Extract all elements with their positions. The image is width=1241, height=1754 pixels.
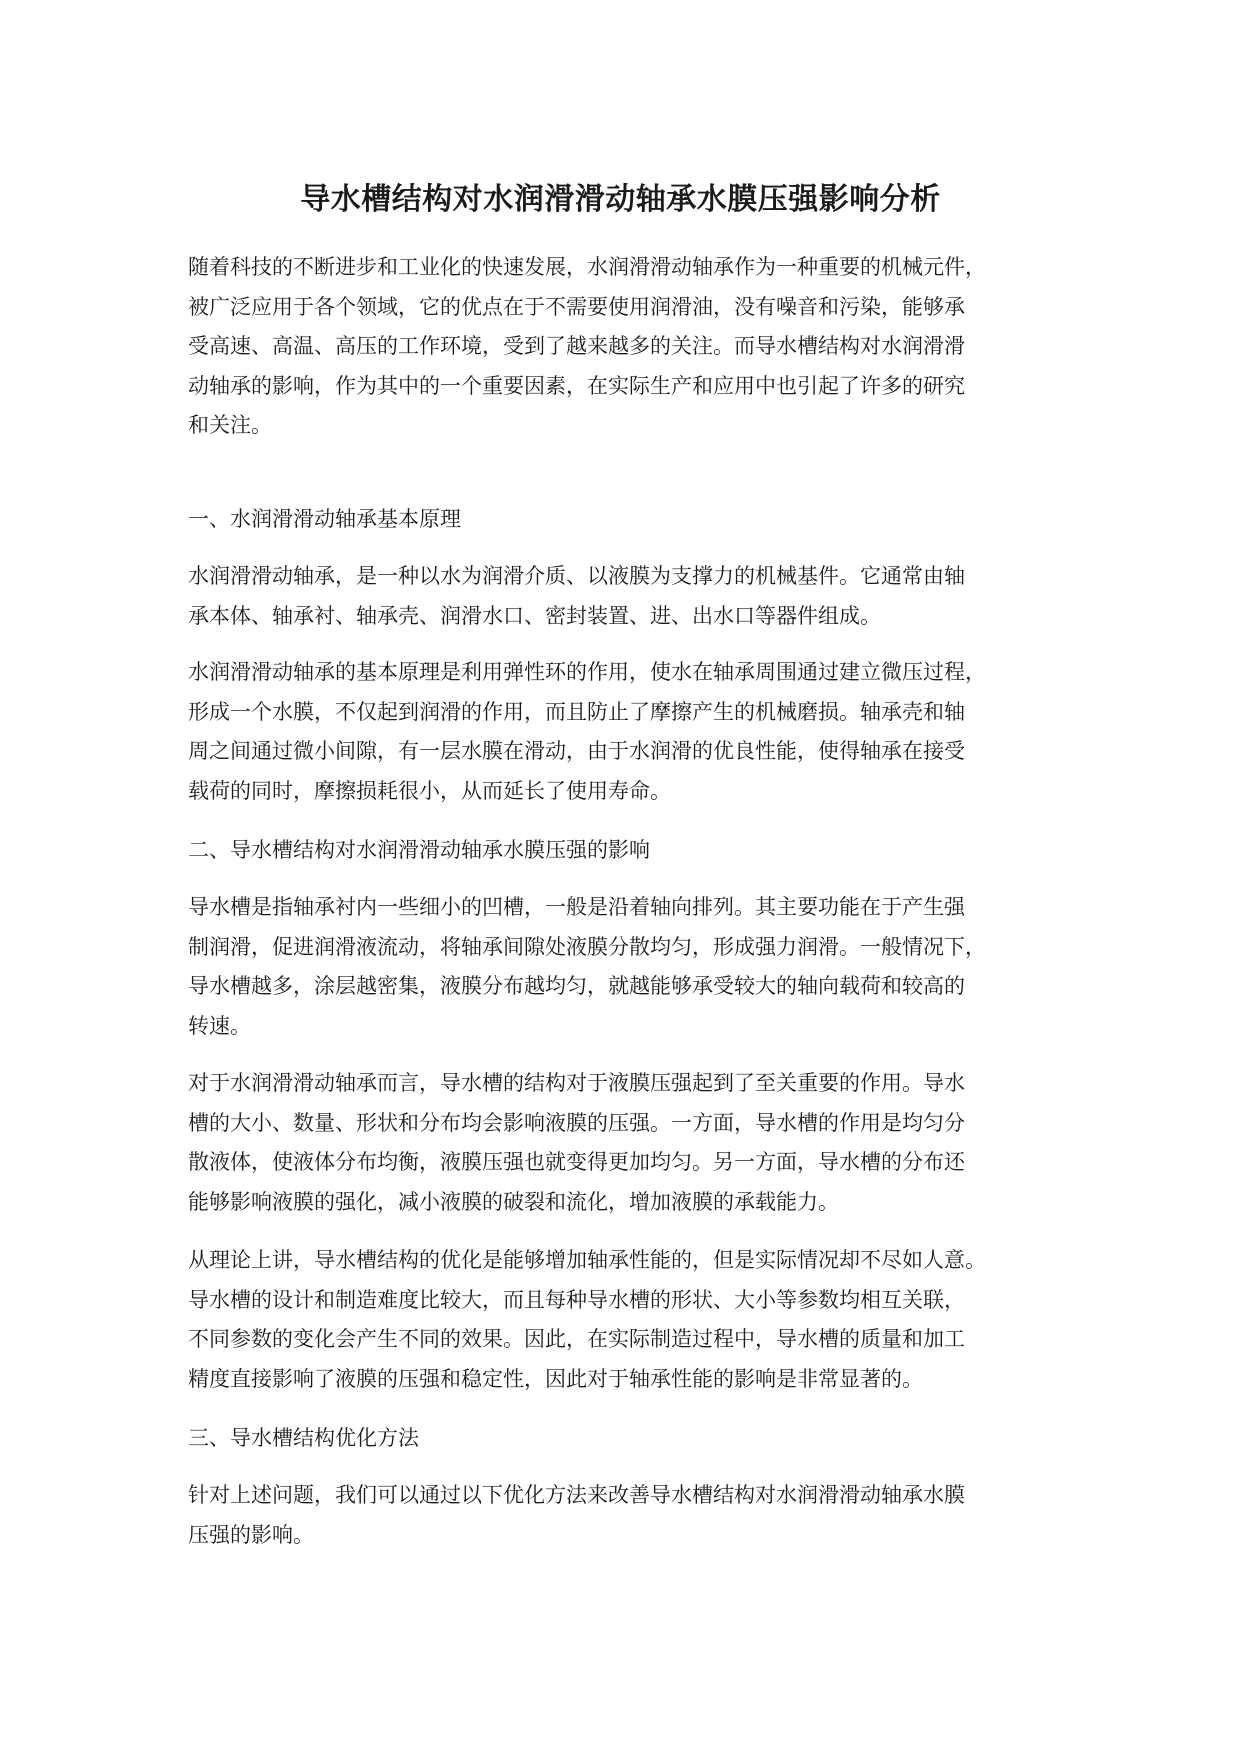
section-heading-2: 二、导水槽结构对水润滑滑动轴承水膜压强的影响 — [188, 838, 650, 862]
paragraph-groove-definition — [188, 888, 1068, 1046]
text-line: 随着科技的不断进步和工业化的快速发展，水润滑滑动轴承作为一种重要的机械元件， — [188, 255, 986, 279]
text-line: 导水槽的设计和制造难度比较大，而且每种导水槽的形状、大小等参数均相互关联， — [188, 1287, 965, 1312]
text-line: 能够影响液膜的强化，减小液膜的破裂和流化，增加液膜的承载能力。 — [188, 1189, 839, 1214]
paragraph-groove-effect — [188, 1064, 1068, 1222]
paragraph-definition — [188, 557, 1068, 636]
text-line: 形成一个水膜，不仅起到润滑的作用，而且防止了摩擦产生的机械磨损。轴承壳和轴 — [188, 699, 965, 724]
paragraph-optimization — [188, 1476, 1068, 1555]
text-line: 从理论上讲，导水槽结构的优化是能够增加轴承性能的，但是实际情况却不尽如人意。 — [188, 1248, 986, 1272]
text-line: 承本体、轴承衬、轴承壳、润滑水口、密封装置、进、出水口等器件组成。 — [188, 603, 881, 628]
section-heading-3: 三、导水槽结构优化方法 — [188, 1426, 419, 1450]
text-line: 水润滑滑动轴承，是一种以水为润滑介质、以液膜为支撑力的机械基件。它通常由轴 — [188, 564, 965, 588]
text-line: 受高速、高温、高压的工作环境，受到了越来越多的关注。而导水槽结构对水润滑滑 — [188, 334, 965, 358]
text-line: 制润滑，促进润滑液流动，将轴承间隙处液膜分散均匀，形成强力润滑。一般情况下， — [188, 934, 986, 959]
document-title: 导水槽结构对水润滑滑动轴承水膜压强影响分析 — [300, 182, 941, 217]
text-line: 对于水润滑滑动轴承而言，导水槽的结构对于液膜压强起到了至关重要的作用。导水 — [188, 1071, 965, 1095]
text-line: 转速。 — [188, 1013, 251, 1038]
paragraph-principle — [188, 653, 1068, 811]
text-line: 针对上述问题，我们可以通过以下优化方法来改善导水槽结构对水润滑滑动轴承水膜 — [188, 1483, 965, 1507]
text-line: 压强的影响。 — [188, 1522, 314, 1547]
paragraph-intro — [188, 248, 1068, 446]
section-heading-1: 一、水润滑滑动轴承基本原理 — [188, 507, 461, 531]
text-line: 被广泛应用于各个领域，它的优点在于不需要使用润滑油，没有噪音和污染，能够承 — [188, 294, 965, 319]
text-line: 导水槽是指轴承衬内一些细小的凹槽，一般是沿着轴向排列。其主要功能在于产生强 — [188, 895, 965, 919]
text-line: 水润滑滑动轴承的基本原理是利用弹性环的作用，使水在轴承周围通过建立微压过程， — [188, 660, 986, 684]
text-line: 槽的大小、数量、形状和分布均会影响液膜的压强。一方面，导水槽的作用是均匀分 — [188, 1110, 965, 1135]
text-line: 周之间通过微小间隙，有一层水膜在滑动，由于水润滑的优良性能，使得轴承在接受 — [188, 739, 965, 763]
text-line: 动轴承的影响，作为其中的一个重要因素，在实际生产和应用中也引起了许多的研究 — [188, 373, 965, 398]
text-line: 散液体，使液体分布均衡，液膜压强也就变得更加均匀。另一方面，导水槽的分布还 — [188, 1150, 965, 1174]
text-line: 载荷的同时，摩擦损耗很小，从而延长了使用寿命。 — [188, 778, 671, 803]
text-line: 导水槽越多，涂层越密集，液膜分布越均匀，就越能够承受较大的轴向载荷和较高的 — [188, 974, 965, 998]
text-line: 不同参数的变化会产生不同的效果。因此，在实际制造过程中，导水槽的质量和加工 — [188, 1327, 965, 1351]
text-line: 和关注。 — [188, 413, 272, 437]
text-line: 精度直接影响了液膜的压强和稳定性，因此对于轴承性能的影响是非常显著的。 — [188, 1366, 923, 1391]
paragraph-theory — [188, 1241, 1068, 1399]
